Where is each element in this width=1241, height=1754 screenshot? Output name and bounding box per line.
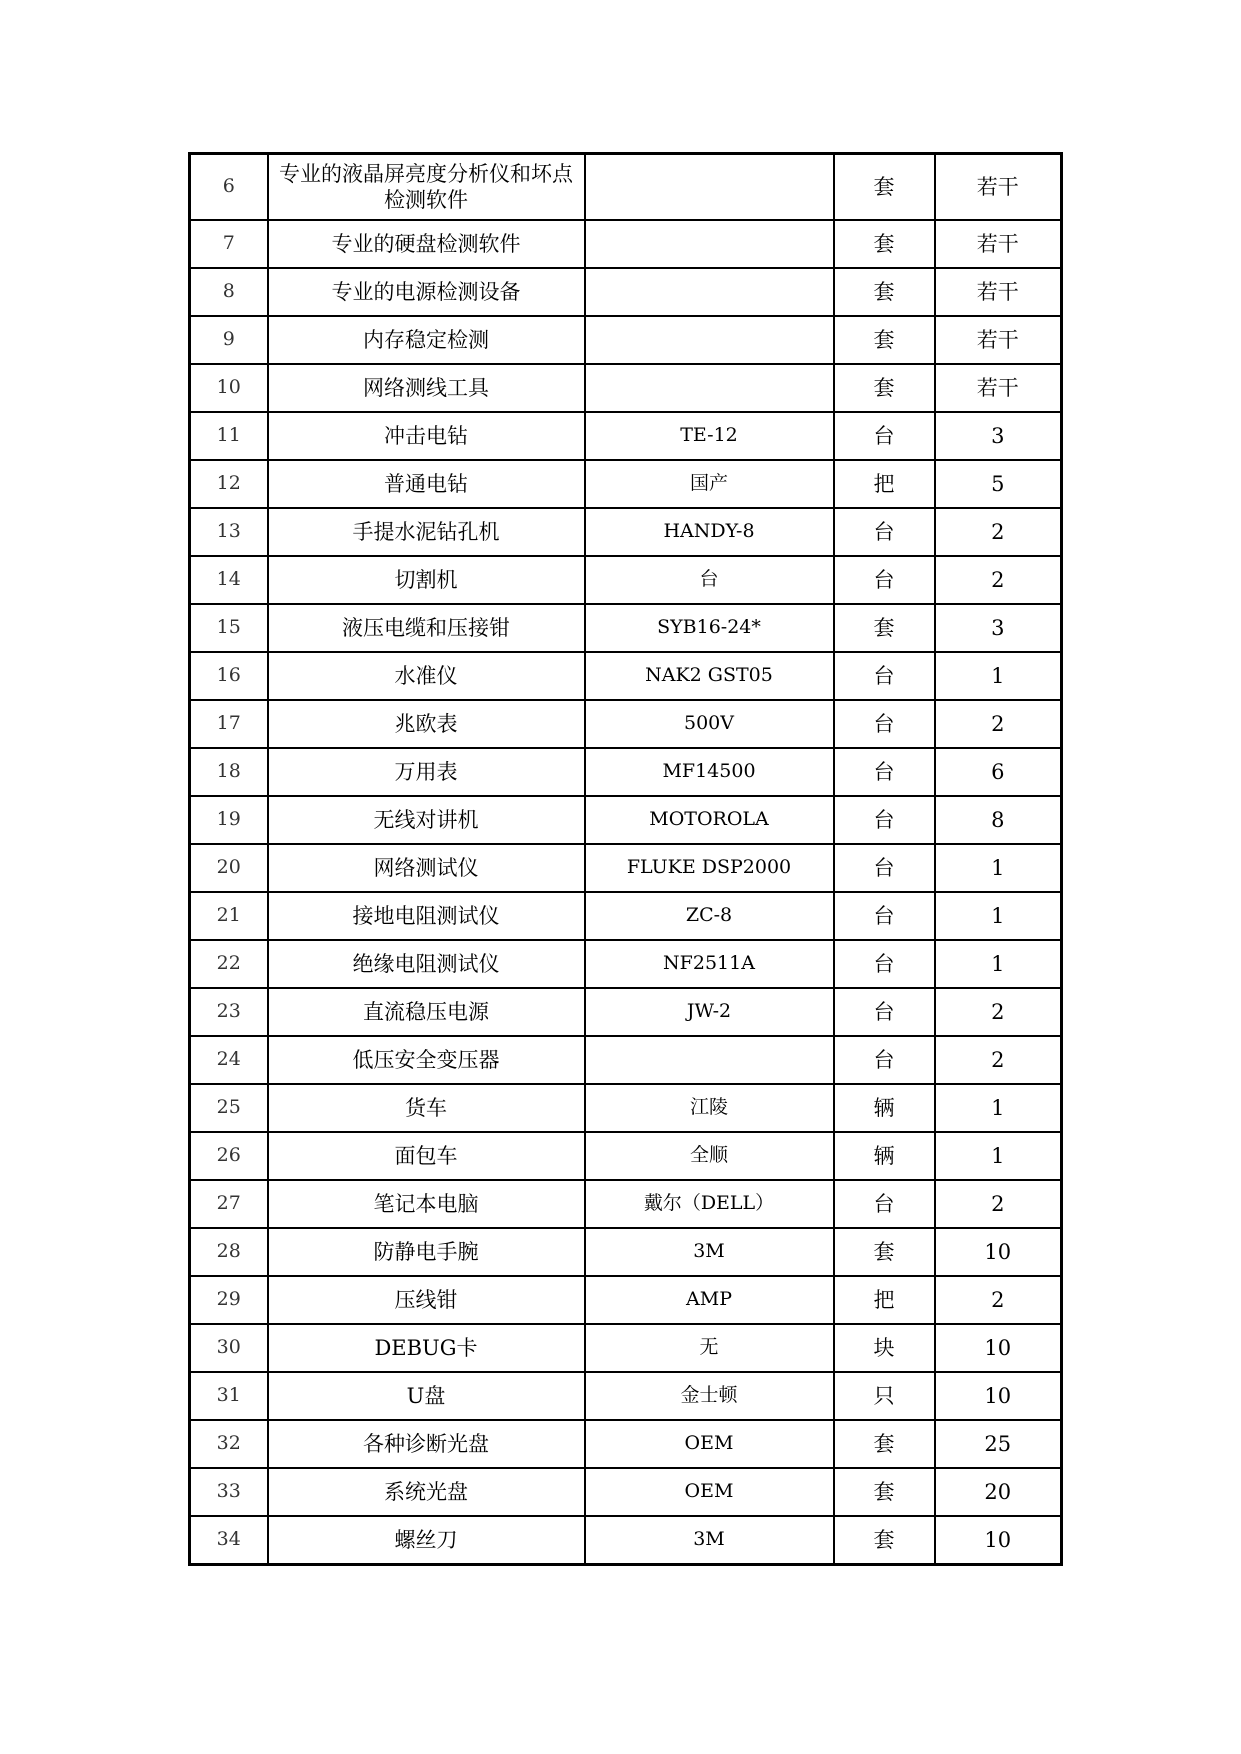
- item-number-cell: 30: [190, 1324, 268, 1372]
- equipment-name-cell: 低压安全变压器: [268, 1036, 585, 1084]
- equipment-name-cell: 兆欧表: [268, 700, 585, 748]
- unit-cell: 台: [834, 892, 935, 940]
- item-number-cell: 13: [190, 508, 268, 556]
- item-number-cell: 16: [190, 652, 268, 700]
- unit-cell: 套: [834, 1228, 935, 1276]
- unit-cell: 把: [834, 1276, 935, 1324]
- equipment-name-cell: 螺丝刀: [268, 1516, 585, 1565]
- unit-cell: 台: [834, 700, 935, 748]
- quantity-cell: 10: [935, 1324, 1062, 1372]
- quantity-cell: 2: [935, 700, 1062, 748]
- table-row: [190, 1036, 1062, 1084]
- model-cell: ZC-8: [585, 892, 834, 940]
- equipment-table-body: [190, 154, 1062, 1565]
- unit-cell: 台: [834, 844, 935, 892]
- quantity-cell: 10: [935, 1516, 1062, 1565]
- quantity-cell: 10: [935, 1372, 1062, 1420]
- model-cell: 500V: [585, 700, 834, 748]
- equipment-name-cell: U盘: [268, 1372, 585, 1420]
- model-cell: 全顺: [585, 1132, 834, 1180]
- equipment-name-cell: 系统光盘: [268, 1468, 585, 1516]
- quantity-cell: 1: [935, 892, 1062, 940]
- equipment-name-cell: 万用表: [268, 748, 585, 796]
- table-row: [190, 1372, 1062, 1420]
- equipment-table: [188, 152, 1063, 1566]
- quantity-cell: 2: [935, 556, 1062, 604]
- quantity-cell: 2: [935, 1180, 1062, 1228]
- model-cell: TE-12: [585, 412, 834, 460]
- equipment-name-cell: 压线钳: [268, 1276, 585, 1324]
- quantity-cell: 1: [935, 1084, 1062, 1132]
- model-cell: OEM: [585, 1468, 834, 1516]
- table-row: [190, 508, 1062, 556]
- quantity-cell: 2: [935, 1276, 1062, 1324]
- unit-cell: 套: [834, 1420, 935, 1468]
- quantity-cell: 若干: [935, 316, 1062, 364]
- equipment-name-cell: 直流稳压电源: [268, 988, 585, 1036]
- unit-cell: 台: [834, 748, 935, 796]
- equipment-name-cell: 液压电缆和压接钳: [268, 604, 585, 652]
- table-row: [190, 652, 1062, 700]
- quantity-cell: 1: [935, 844, 1062, 892]
- table-row: [190, 892, 1062, 940]
- item-number-cell: 20: [190, 844, 268, 892]
- unit-cell: 只: [834, 1372, 935, 1420]
- unit-cell: 套: [834, 604, 935, 652]
- model-cell: [585, 364, 834, 412]
- equipment-name-cell: 笔记本电脑: [268, 1180, 585, 1228]
- table-row: [190, 1420, 1062, 1468]
- model-cell: FLUKE DSP2000: [585, 844, 834, 892]
- item-number-cell: 23: [190, 988, 268, 1036]
- unit-cell: 把: [834, 460, 935, 508]
- equipment-name-cell: 防静电手腕: [268, 1228, 585, 1276]
- model-cell: NF2511A: [585, 940, 834, 988]
- unit-cell: 台: [834, 652, 935, 700]
- quantity-cell: 1: [935, 652, 1062, 700]
- model-cell: [585, 1036, 834, 1084]
- quantity-cell: 3: [935, 412, 1062, 460]
- unit-cell: 台: [834, 556, 935, 604]
- table-row: [190, 604, 1062, 652]
- equipment-name-cell: 绝缘电阻测试仪: [268, 940, 585, 988]
- quantity-cell: 1: [935, 940, 1062, 988]
- item-number-cell: 12: [190, 460, 268, 508]
- unit-cell: 套: [834, 268, 935, 316]
- table-row: [190, 1516, 1062, 1565]
- quantity-cell: 1: [935, 1132, 1062, 1180]
- unit-cell: 辆: [834, 1084, 935, 1132]
- unit-cell: 套: [834, 1468, 935, 1516]
- unit-cell: 台: [834, 1036, 935, 1084]
- table-row: [190, 364, 1062, 412]
- item-number-cell: 31: [190, 1372, 268, 1420]
- item-number-cell: 14: [190, 556, 268, 604]
- model-cell: [585, 220, 834, 268]
- model-cell: MF14500: [585, 748, 834, 796]
- quantity-cell: 20: [935, 1468, 1062, 1516]
- item-number-cell: 27: [190, 1180, 268, 1228]
- table-row: [190, 412, 1062, 460]
- quantity-cell: 10: [935, 1228, 1062, 1276]
- unit-cell: 辆: [834, 1132, 935, 1180]
- item-number-cell: 8: [190, 268, 268, 316]
- unit-cell: 台: [834, 1180, 935, 1228]
- model-cell: 台: [585, 556, 834, 604]
- item-number-cell: 7: [190, 220, 268, 268]
- table-row: [190, 316, 1062, 364]
- equipment-name-cell: 网络测试仪: [268, 844, 585, 892]
- unit-cell: 台: [834, 988, 935, 1036]
- item-number-cell: 28: [190, 1228, 268, 1276]
- unit-cell: 套: [834, 220, 935, 268]
- item-number-cell: 6: [190, 154, 268, 221]
- item-number-cell: 21: [190, 892, 268, 940]
- model-cell: JW-2: [585, 988, 834, 1036]
- item-number-cell: 33: [190, 1468, 268, 1516]
- table-row: [190, 1228, 1062, 1276]
- item-number-cell: 18: [190, 748, 268, 796]
- quantity-cell: 若干: [935, 268, 1062, 316]
- table-row: [190, 1324, 1062, 1372]
- model-cell: 戴尔（DELL）: [585, 1180, 834, 1228]
- item-number-cell: 11: [190, 412, 268, 460]
- table-row: [190, 700, 1062, 748]
- equipment-name-cell: 接地电阻测试仪: [268, 892, 585, 940]
- unit-cell: 台: [834, 940, 935, 988]
- table-row: [190, 460, 1062, 508]
- item-number-cell: 29: [190, 1276, 268, 1324]
- unit-cell: 套: [834, 1516, 935, 1565]
- equipment-name-cell: 普通电钻: [268, 460, 585, 508]
- item-number-cell: 26: [190, 1132, 268, 1180]
- item-number-cell: 15: [190, 604, 268, 652]
- model-cell: OEM: [585, 1420, 834, 1468]
- item-number-cell: 32: [190, 1420, 268, 1468]
- quantity-cell: 6: [935, 748, 1062, 796]
- item-number-cell: 22: [190, 940, 268, 988]
- equipment-name-cell: 专业的液晶屏亮度分析仪和坏点检测软件: [268, 154, 585, 221]
- item-number-cell: 17: [190, 700, 268, 748]
- model-cell: 金士顿: [585, 1372, 834, 1420]
- unit-cell: 台: [834, 796, 935, 844]
- table-row: [190, 1276, 1062, 1324]
- quantity-cell: 若干: [935, 364, 1062, 412]
- item-number-cell: 9: [190, 316, 268, 364]
- equipment-name-cell: 水准仪: [268, 652, 585, 700]
- equipment-name-cell: 面包车: [268, 1132, 585, 1180]
- unit-cell: 块: [834, 1324, 935, 1372]
- item-number-cell: 10: [190, 364, 268, 412]
- quantity-cell: 2: [935, 988, 1062, 1036]
- equipment-name-cell: DEBUG卡: [268, 1324, 585, 1372]
- equipment-name-cell: 网络测线工具: [268, 364, 585, 412]
- model-cell: MOTOROLA: [585, 796, 834, 844]
- table-row: [190, 796, 1062, 844]
- quantity-cell: 8: [935, 796, 1062, 844]
- model-cell: AMP: [585, 1276, 834, 1324]
- equipment-name-cell: 手提水泥钻孔机: [268, 508, 585, 556]
- table-row: [190, 268, 1062, 316]
- equipment-name-cell: 专业的电源检测设备: [268, 268, 585, 316]
- quantity-cell: 若干: [935, 154, 1062, 221]
- model-cell: NAK2 GST05: [585, 652, 834, 700]
- model-cell: HANDY-8: [585, 508, 834, 556]
- model-cell: [585, 268, 834, 316]
- model-cell: 3M: [585, 1516, 834, 1565]
- table-row: [190, 988, 1062, 1036]
- model-cell: 国产: [585, 460, 834, 508]
- equipment-name-cell: 切割机: [268, 556, 585, 604]
- model-cell: 3M: [585, 1228, 834, 1276]
- table-row: [190, 1084, 1062, 1132]
- unit-cell: 台: [834, 508, 935, 556]
- quantity-cell: 2: [935, 508, 1062, 556]
- quantity-cell: 25: [935, 1420, 1062, 1468]
- item-number-cell: 25: [190, 1084, 268, 1132]
- equipment-name-cell: 内存稳定检测: [268, 316, 585, 364]
- item-number-cell: 34: [190, 1516, 268, 1565]
- unit-cell: 台: [834, 412, 935, 460]
- table-row: [190, 748, 1062, 796]
- equipment-name-cell: 无线对讲机: [268, 796, 585, 844]
- equipment-name-cell: 各种诊断光盘: [268, 1420, 585, 1468]
- unit-cell: 套: [834, 316, 935, 364]
- table-row: [190, 1132, 1062, 1180]
- table-row: [190, 940, 1062, 988]
- model-cell: [585, 154, 834, 221]
- table-row: [190, 1468, 1062, 1516]
- equipment-name-cell: 冲击电钻: [268, 412, 585, 460]
- table-row: [190, 1180, 1062, 1228]
- unit-cell: 套: [834, 154, 935, 221]
- quantity-cell: 3: [935, 604, 1062, 652]
- equipment-name-cell: 货车: [268, 1084, 585, 1132]
- table-row: [190, 844, 1062, 892]
- item-number-cell: 19: [190, 796, 268, 844]
- table-row: [190, 556, 1062, 604]
- model-cell: [585, 316, 834, 364]
- quantity-cell: 2: [935, 1036, 1062, 1084]
- unit-cell: 套: [834, 364, 935, 412]
- quantity-cell: 若干: [935, 220, 1062, 268]
- model-cell: SYB16-24*: [585, 604, 834, 652]
- model-cell: 江陵: [585, 1084, 834, 1132]
- quantity-cell: 5: [935, 460, 1062, 508]
- table-row: [190, 220, 1062, 268]
- model-cell: 无: [585, 1324, 834, 1372]
- equipment-name-cell: 专业的硬盘检测软件: [268, 220, 585, 268]
- item-number-cell: 24: [190, 1036, 268, 1084]
- table-row: [190, 154, 1062, 221]
